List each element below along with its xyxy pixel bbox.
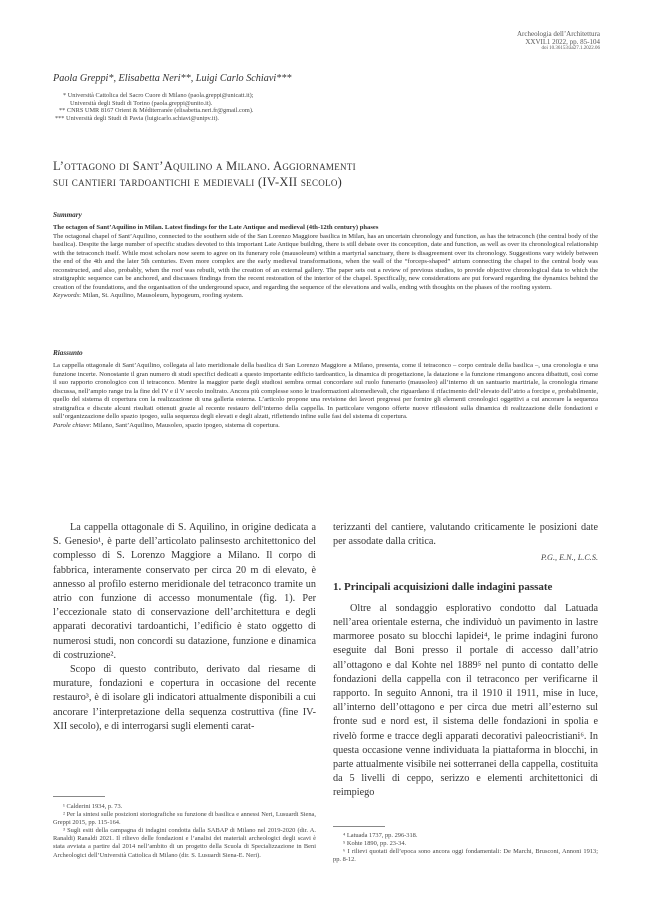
author-signature: P.G., E.N., L.C.S. bbox=[541, 553, 598, 563]
summary-keywords: : Milan, St. Aquilino, Mausoleum, hypogeum, roofing system. bbox=[79, 292, 244, 299]
left-paragraph-2: Scopo di questo contributo, derivato dal riesame di murature, fondazioni e copertura in occasione del recente restauro³, è di isolare gli indicatori attualmente disponibili a cui ancorare l’interpretazione della sequenza costruttiva (fine IV-XII secolo), e di interrogarsi sugli elementi carat- bbox=[53, 664, 316, 732]
right-column bbox=[333, 521, 598, 801]
riassunto-keywords-label: Parole chiave bbox=[53, 421, 90, 429]
footnote-rule-right bbox=[333, 826, 385, 827]
footnote-5: ⁵ Kohte 1890, pp. 23-34. bbox=[343, 840, 407, 848]
left-column bbox=[53, 521, 316, 734]
footnote-4: ⁴ Latuada 1737, pp. 296-318. bbox=[343, 832, 418, 839]
summary-keywords-label: Keywords bbox=[53, 292, 80, 299]
journal-volume: XXVII.1 2022, pp. 85-104 bbox=[525, 38, 600, 46]
right-paragraph-0: terizzanti del cantiere, valutando criticamente le posizioni date per assodate dalla critica. bbox=[333, 522, 598, 548]
footnote-3: ³ Sugli esiti della campagna di indagini condotta dalla SABAP di Milano nel 2019-2020 (dir. A. Ranaldi) Ranaldi 2021. Il rilievo delle fondazioni e l’analisi dei materiali archeologici degli scavi è stata avviata a partire dal 2014 nell’ambito di un progetto della Scuola di Specializzazione in Beni Archeologici dell’Università Cattolica di Milano (dir. S. Lusuardi Siena-E. Neri). bbox=[53, 827, 316, 859]
right-paragraph-1: Oltre al sondaggio esplorativo condotto dal Latuada nell’area orientale esterna, che individuò un pavimento in lastre marmoree posato su blocchi lapidei⁴, le prime indagini furono eseguite dal Boni presso il portale di accesso dall’atrio all’ottagono e dal Kohte nel 1889⁵ nel punto di contatto delle fondazioni della cappella con il tetraconco per verificarne il rapporto. In seguito Annoni, tra il 1910 il 1911, mise in luce, all’interno dell’ottagono e per circa due metri all’esterno sul fronte sud e nord est, il sistema delle fondazioni in spolia e rivelò forme e tracce degli apparati decorativi paleocristiani⁶. In questa occasione venne individuata la piattaforma in blocchi, in parte attualmente visibile nei sotterranei della cappella, costituita da 5 livelli di ceppo, serizzo e elementi architettonici di reimpiego bbox=[333, 602, 598, 799]
summary-heading: The octagon of Sant’Aquilino in Milan. Latest findings for the Late Antique and medieval (4th-12th century) phases bbox=[53, 224, 379, 231]
affiliation-2: ** CNRS UMR 8167 Orient & Méditerranée (elisabetta.neri.fr@gmail.com). bbox=[59, 107, 254, 115]
riassunto-keywords: : Milano, Sant’Aquilino, Mausoleo, spazio ipogeo, sistema di copertura. bbox=[89, 421, 280, 429]
footnote-rule-left bbox=[53, 796, 105, 797]
journal-name: Archeologia dell’Architettura bbox=[517, 30, 600, 38]
affiliations bbox=[53, 92, 253, 123]
footnote-1: ¹ Calderini 1934, p. 73. bbox=[63, 803, 123, 810]
affiliation-1: * Università Cattolica del Sacro Cuore di Milano (paola.greppi@unicatt.it); bbox=[63, 92, 254, 99]
right-footnotes bbox=[333, 832, 598, 864]
authors: Paola Greppi*, Elisabetta Neri**, Luigi Carlo Schiavi*** bbox=[53, 73, 292, 84]
summary-label: Summary bbox=[53, 211, 82, 219]
summary-block bbox=[53, 224, 598, 301]
summary-text: The octagonal chapel of Sant’Aquilino, connected to the southern side of the San Lorenzo Maggiore basilica in Milan, has an uncertain chronology and function, as has the tetraconch (the central body of the basilica). Despite the large number of specific studies devoted to this important Late Antique building, there is still debate over its conception, date and function, as well as over its chronological relationship with the tetraconch itself. While most scholars now seem to agree on its funerary role (mausoleum) within a martyrial sanctuary, there is disagreement over its chronology. Suggestions vary widely between the end of the 4th and the later 5th centuries. Even more complex are the early medieval transformations, when the wall of the “forceps-shaped” atrium connecting the chapel to the central body was reconstructed, and also, probably, when the roof was rebuilt, with the creation of an external gallery. The paper sets out a review of previous studies, to provide objective chronological data to which the stratigraphic sequence can be anchored, and discusses findings from the recent restoration of the interior of the chapel. Specifically, new considerations are put forward regarding the dynamics behind the creation of the foundations, and the organisation of the underground space, and regarding the sequence of the elevations and walls, ending with thoughts on the phases of the roofing system. bbox=[53, 232, 598, 291]
footnote-6: ⁶ I rilievi quotati dell’epoca sono ancora oggi fondamentali: De Marchi, Brusconi, Annoni 1913; pp. 8-12. bbox=[333, 848, 598, 864]
article-title bbox=[53, 158, 356, 190]
affiliation-3: *** Università degli Studi di Pavia (luigicarlo.schiavi@unipv.it). bbox=[55, 115, 220, 123]
journal-doi: doi 10.36153/aa27.1.2022.06 bbox=[541, 46, 600, 51]
section-heading: 1. Principali acquisizioni dalle indagini passate bbox=[333, 580, 553, 593]
journal-info bbox=[517, 30, 600, 52]
title-line-1: L’ottagono di Sant’Aquilino a Milano. Aggiornamenti bbox=[53, 159, 356, 173]
riassunto-block bbox=[53, 362, 598, 430]
riassunto-label: Riassunto bbox=[53, 349, 83, 357]
title-line-2: sui cantieri tardoantichi e medievali (IV-XII secolo) bbox=[53, 175, 343, 189]
left-paragraph-1: La cappella ottagonale di S. Aquilino, in origine dedicata a S. Genesio¹, è parte dell’articolato palinsesto architettonico del complesso di S. Lorenzo Maggiore a Milano. Il corpo di fabbrica, interamente conservato per circa 20 m di elevato, è annesso al profilo esterno meridionale del tetraconco tramite un atrio con funzione di accesso monumentale (fig. 1). Per l’eccezionale stato di conservazione dell’architettura e degli apparati decorativi tardoantichi, l’edificio è stato oggetto di numerosi studi, non concordi su datazione, funzione e dinamica di costruzione². bbox=[53, 522, 316, 661]
left-footnotes bbox=[53, 803, 316, 860]
affiliation-1b: Università degli Studi di Torino (paola.greppi@unito.it). bbox=[70, 99, 213, 107]
riassunto-text: La cappella ottagonale di Sant’Aquilino, collegata al lato meridionale della basilica di San Lorenzo Maggiore a Milano, presenta, come il tetraconco – corpo centrale della basilica –, una cronologia e una funzione incerte. Nonostante il gran numero di studi specifici dedicati a questo importante edificio tardoantico, la dinamica di progettazione, la datazione e la funzione rimangono ancora dibattuti, così come il suo rapporto cronologico con il tetraconco. Mentre la maggior parte degli studiosi sembra ormai concordare sul ruolo funerario (mausoleo) all’interno di un santuario martiriale, la cronologia rimane discussa, nell’ampio range tra la fine del IV e il V secolo inoltrato. Ancora più complesse sono le trasformazioni altomedievali, che riguardano il rifacimento dell’elevato dell’atrio a forcipe e, probabilmente, quello del sistema di copertura con la realizzazione di una galleria esterna. L’articolo propone una revisione dei lavori pregressi per fornire gli elementi cronologici oggettivi a cui ancorare la sequenza stratigrafica e discute alcuni risultati ottenuti grazie al recente restauro dell’interno della cappella. In particolare vengono offerte nuove riflessioni sulla dinamica di realizzazione delle fondazioni e sull’organizzazione dello spazio ipogeo, sulla sequenza degli elevati e degli alzati, riflettendo infine sulle fasi del sistema di copertura. bbox=[53, 362, 598, 420]
footnote-2: ² Per la sintesi sulle posizioni storiografiche su funzione di basilica e annessi Neri, Lusuardi Siena, Greppi 2015, pp. 115-164. bbox=[53, 811, 316, 827]
